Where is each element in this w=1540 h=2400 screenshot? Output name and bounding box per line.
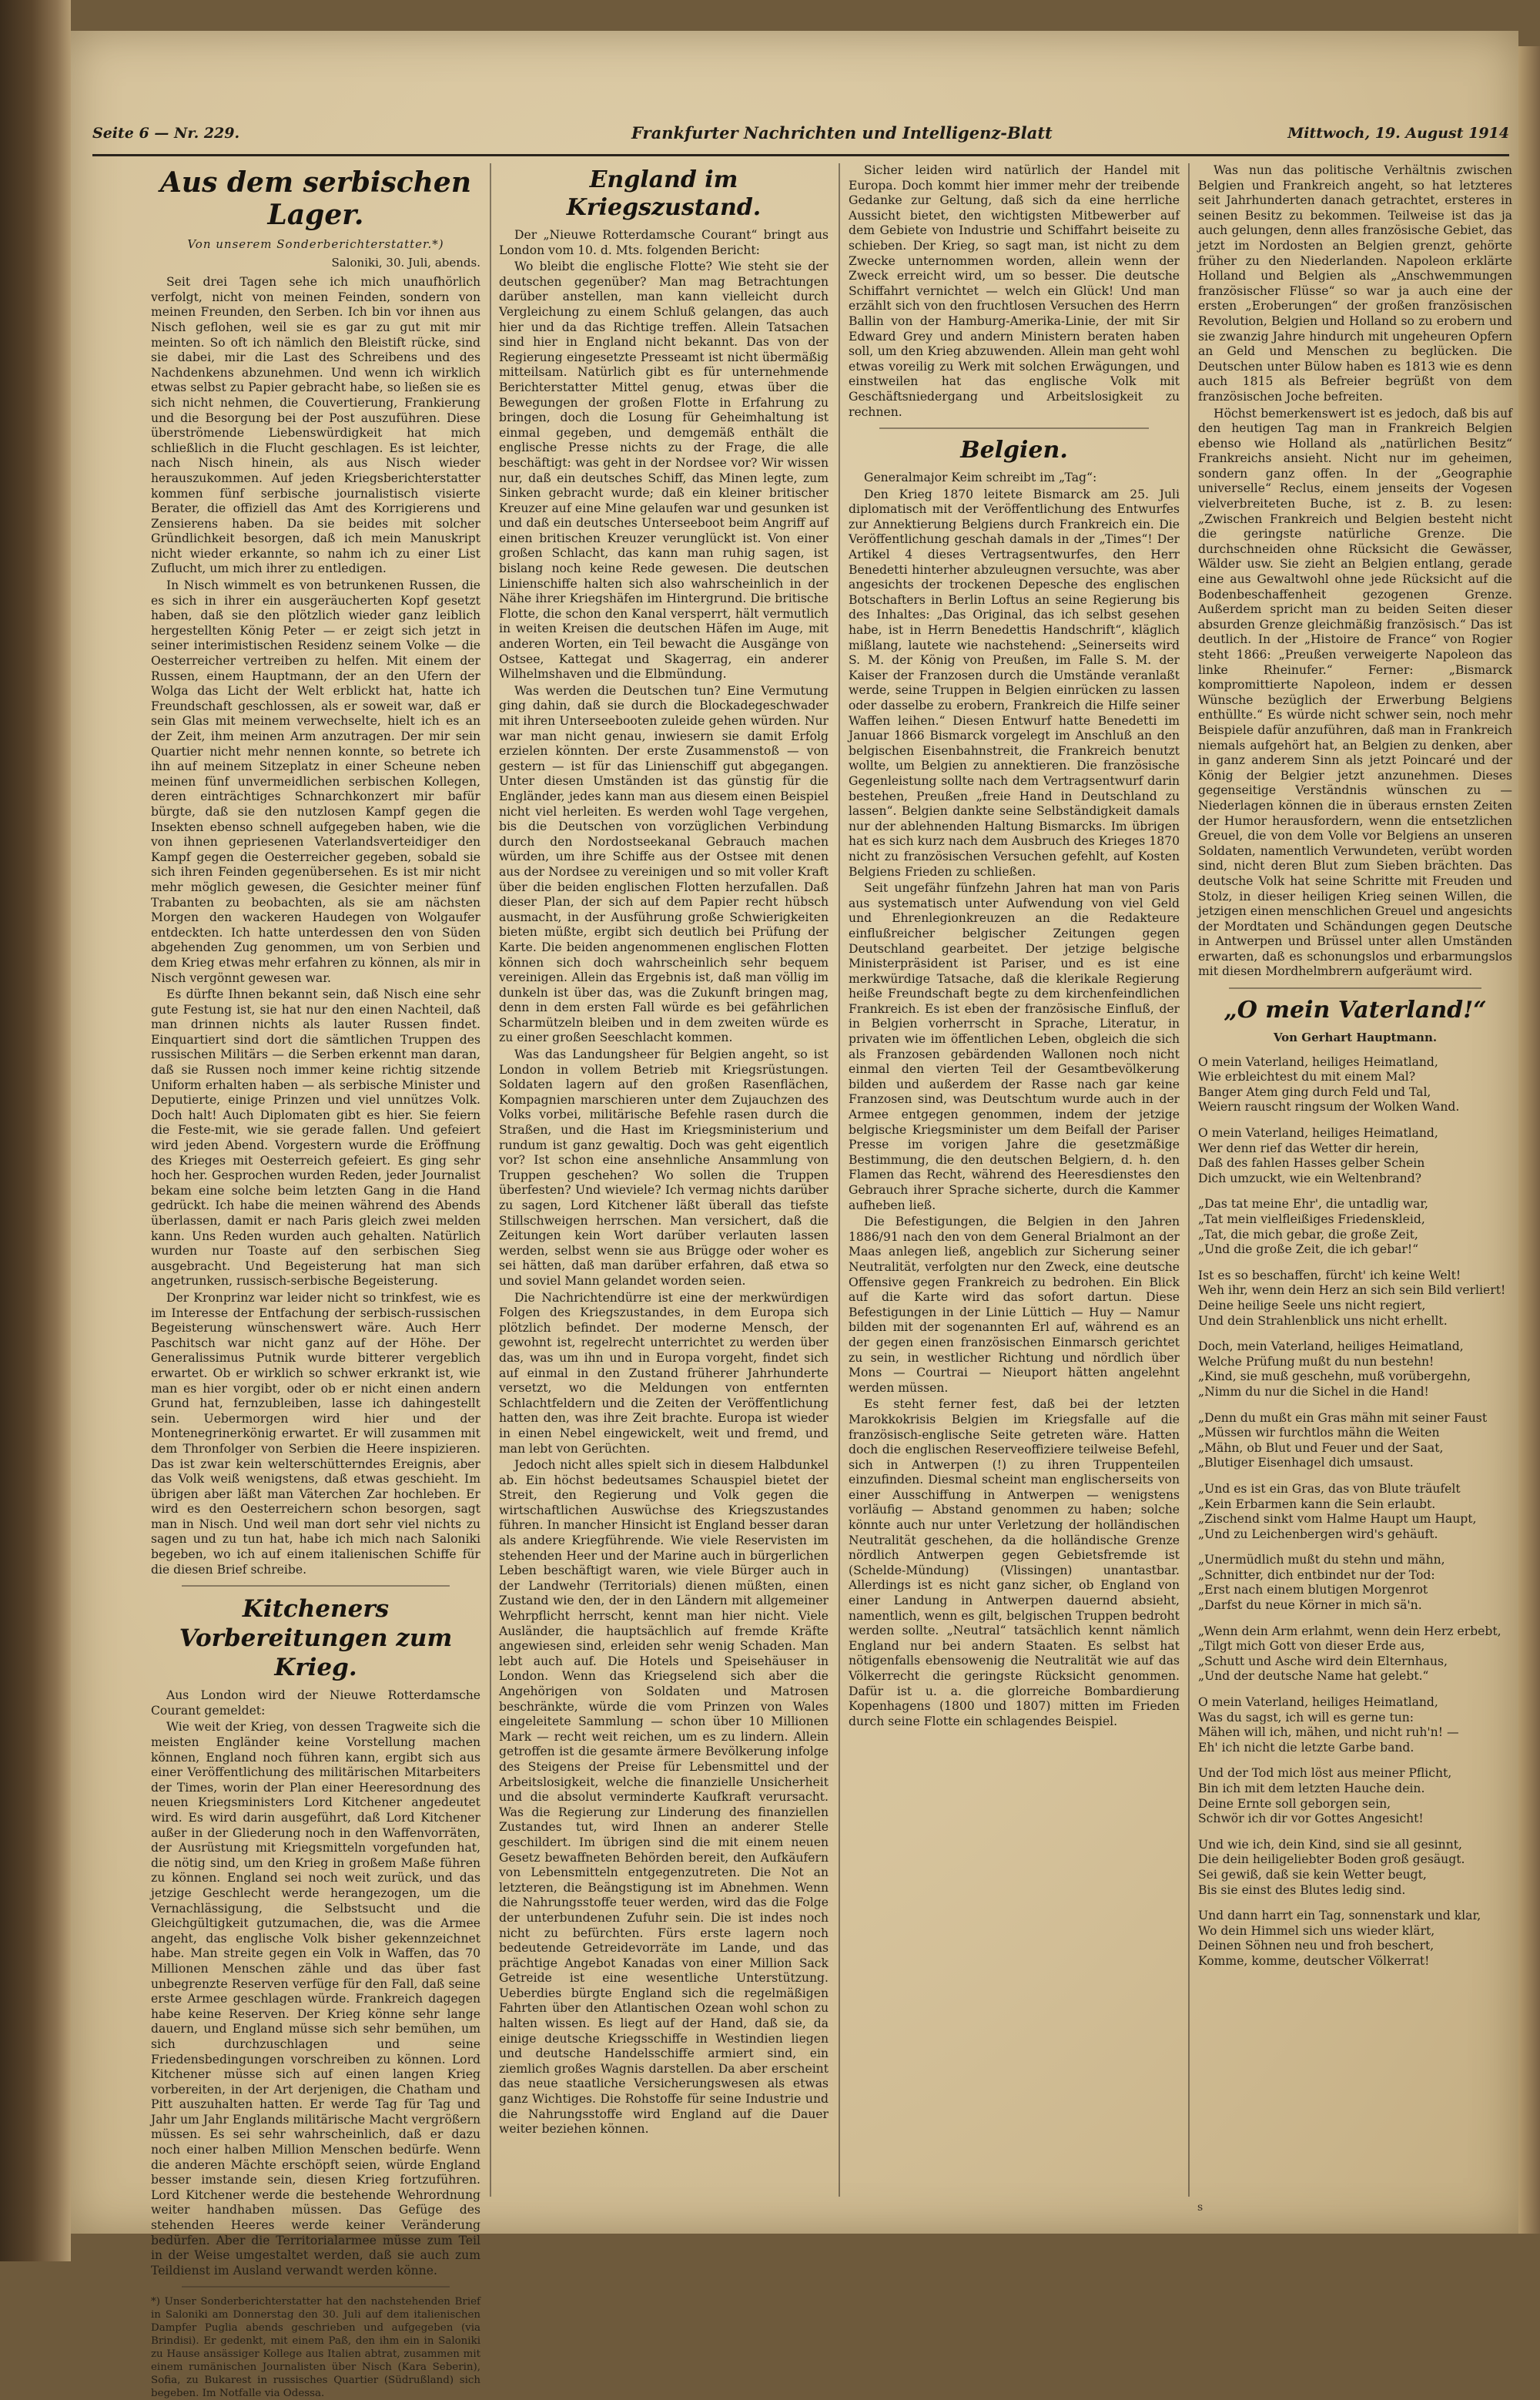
article-title-england: England im Kriegszustand. <box>566 166 762 221</box>
poem-line: „Tat mein vielfleißiges Friedenskleid, <box>1198 1212 1425 1226</box>
poem-line: Deinen Söhnen neu und froh beschert, <box>1198 1939 1435 1953</box>
paragraph: Der „Nieuwe Rotterdamsche Courant“ bringt aus London vom 10. d. Mts. folgenden Bericht: <box>499 228 829 257</box>
poem-line: Dich umzuckt, wie ein Weltenbrand? <box>1198 1171 1422 1185</box>
poem-line: Daß des fahlen Hasses gelber Schein <box>1198 1156 1425 1171</box>
poem-line: Deine heilige Seele uns nicht regiert, <box>1198 1298 1426 1312</box>
divider <box>879 427 1149 429</box>
paragraph: Jedoch nicht alles spielt sich in diesem Halbdunkel ab. Ein höchst bedeutsames Schauspiel bietet der Streit, den Regierung und Volk gegen die wirtschaftlichen Auswüchse des Kriegszustandes führen. In mancher Hinsicht ist England besser daran als andere Kriegführende. Wie viele Reservisten im stehenden Heer und der Marine auch in bürgerlichen Leben beschäftigt waren, wie viele Bürger auch in der Landwehr (Territorials) dienen müßten, einen Zustand wie den, der in den Ländern mit allgemeiner Wehrpflicht herrscht, kennt man hier nicht. Viele Ausländer, die hauptsächlich auf fremde Kräfte angewiesen sind, erleiden sehr wenig Schaden. Man lebt auch auf. Die Hotels und Speisehäuser in London. Wenn das Kriegselend sich aber die Angehörigen von Soldaten und Matrosen beschränkte, würde die vom Prinzen von Wales eingeleitete Sammlung — schon über 10 Millionen Mark — recht weit reichen, um es zu lindern. Allein getroffen ist die gesamte ärmere Bevölkerung infolge des Steigens der Preise für Lebensmittel und der Arbeitslosigkeit, welche die finanzielle Unsicherheit und die absolut verminderte Kaufkraft verursacht. Was die Regierung zur Linderung des finanziellen Zustandes tut, wird Ihnen an anderer Stelle geschildert. Im übrigen sind die mit einem neuen Gesetz bewaffneten Behörden bereit, den Aufkäufern von Lebensmitteln entgegenzutreten. Die Not an letzteren, die Beängstigung ist im Abnehmen. Wenn die Nahrungsstoffe teuer werden, wird das die Folge der unterbundenen Zufuhr sein. Die ist indes noch nicht zu befürchten. Fürs erste lagern noch bedeutende Getreidevorräte im Lande, und das prächtige Angebot Kanadas von einer Million Sack Getreide ist eine wesentliche Unterstützung. Ueberdies bürgte England sich die regelmäßigen Fahrten über den Atlantischen Ozean wohl schon zu halten wissen. Es liegt auf der Hand, daß sie, da einige deutsche Kriegsschiffe in Westindien liegen und deutsche Handelsschiffe armiert sind, ein ziemlich großes Wagnis darstellen. Da aber erscheint das neue staatliche Versicherungswesen als etwas ganz Wichtiges. Die Rohstoffe für seine Industrie und die Nahrungsstoffe wird England auf die Dauer weiter beziehen können. <box>499 1458 829 2137</box>
page-header <box>92 122 1509 156</box>
byline: Von unserem Sonderberichterstatter.*) <box>187 237 444 251</box>
poem-stanza <box>1198 1482 1512 1542</box>
poem-line: „Zischend sinkt vom Halme Haupt um Haupt, <box>1198 1512 1477 1527</box>
poem-line: Welche Prüfung mußt du nun bestehn! <box>1198 1354 1435 1369</box>
poem-line: „Nimm du nur die Sichel in die Hand! <box>1198 1384 1429 1399</box>
poem-line: „Unermüdlich mußt du stehn und mähn, <box>1198 1553 1445 1567</box>
poem-line: Weiern rauscht ringsum der Wolken Wand. <box>1198 1100 1460 1115</box>
column-rule <box>839 163 840 2197</box>
paragraph: Der Kronprinz war leider nicht so trinkfest, wie es im Interesse der Entfachung der serbisch-russischen Begeisterung wünschenswert wäre. Auch Herr Paschitsch war nicht ganz auf der Höhe. Der Generalissimus Putnik wurde bitterer vergeblich erwartet. Ob er wirklich so schwer erkrankt ist, wie man es hier vorgibt, oder ob er nicht einen andern Grund hat, fernzubleiben, lasse ich dahingestellt sein. Uebermorgen wird hier und der Montenegrinerkönig erwartet. Er will zusammen mit dem Thronfolger von Serbien die Heere inspizieren. Das ist zwar kein welterschütterndes Ereignis, aber das Volk weiß wenigstens, daß etwas geschieht. Im übrigen aber läßt man Väterchen Zar hochleben. Er wird es den Oesterreichern schon besorgen, sagt man in Nisch. Und weil man dort sehr viel nichts zu sagen und zu tun hat, habe ich mich nach Saloniki begeben, wo ich auf einem italienischen Schiffe für die diesen Brief schreibe. <box>151 1290 480 1577</box>
poem-line: „Tilgt mich Gott von dieser Erde aus, <box>1198 1639 1425 1654</box>
article-title-serbien: Aus dem serbischen Lager. <box>159 166 472 231</box>
poem-author: Von Gerhart Hauptmann. <box>1273 1031 1438 1045</box>
poem-line: Weh ihr, wenn dein Herz an sich sein Bild verliert! <box>1198 1283 1506 1298</box>
poem-line: Wer denn rief das Wetter dir herein, <box>1198 1141 1419 1155</box>
column-3 <box>849 163 1180 2235</box>
poem-stanza <box>1198 1766 1512 1826</box>
paragraph: Seit drei Tagen sehe ich mich unaufhörlich verfolgt, nicht von meinen Feinden, sondern von meinen Freunden, den Serben. Ich bin vor ihnen aus Nisch geflohen, weil sie es gar zu gut mit mir meinten. So oft ich nämlich den Bleistift rücke, sind sie dabei, mir die Last des Schreibens und des Nachdenkens abzunehmen. Und wenn ich wirklich etwas selbst zu Papier gebracht habe, so ließen sie es sich nicht nehmen, die Couvertierung, Frankierung und die Besorgung bei der Post auszuführen. Diese überströmende Liebenswürdigkeit hat mich schließlich in die Flucht geschlagen. Es ist leichter, nach Nisch hinein, als aus Nisch wieder herauszukommen. Auf jeden Kriegsberichterstatter kommen fünf serbische journalistisch visierte Berater, die offiziell das Amt des Korrigierens und Zensierens haben. Da sie beides mit solcher Gründlichkeit besorgen, daß ich mein Manuskript nicht wieder erkannte, so nahm ich zu einer List Zuflucht, um mich ihrer zu entledigen. <box>151 275 480 576</box>
poem-line: „Das tat meine Ehr', die untadlig war, <box>1198 1197 1428 1212</box>
poem-stanza <box>1198 1553 1512 1613</box>
paragraph: Die Befestigungen, die Belgien in den Jahren 1886/91 nach den von dem General Brialmont an der Maas anlegen ließ, angeblich zur Sicherung seiner Neutralität, verfolgten nur den Zweck, eine deutsche Offensive gegen Frankreich zu bedrohen. Ein Blick auf die Karte wird das sofort dartun. Diese Befestigungen in der Linie Lüttich — Huy — Namur bilden mit der sogenannten Erl auf, während es an der gegen einen französischen Einmarsch gerichtet zu sein, in westlicher Richtung und nördlich über Mons — Courtrai — Nieuport hätten angelehnt werden müssen. <box>849 1215 1180 1395</box>
poem-stanza <box>1198 1838 1512 1898</box>
poem-line: Doch, mein Vaterland, heiliges Heimatland, <box>1198 1339 1464 1354</box>
poem-line: Komme, komme, deutscher Völkerrat! <box>1198 1953 1430 1968</box>
poem-line: Und der Tod mich löst aus meiner Pflicht, <box>1198 1766 1452 1781</box>
dateline: Saloniki, 30. Juli, abends. <box>331 255 480 270</box>
paragraph: Sicher leiden wird natürlich der Handel mit Europa. Doch kommt hier immer mehr der treibende Gedanke zur Geltung, daß sich da eine herrliche Aussicht bietet, den wichtigsten Mitbewerber auf dem Gebiete von Industrie und Schiffahrt beiseite zu schieben. Der Krieg, so sagt man, ist nicht zu dem Zwecke unternommen worden, allein wenn der Zweck erreicht wird, um so besser. Die deutsche Schiffahrt vernichtet — welch ein Glück! Und man erzählt sich von den fruchtlosen Versuchen des Herrn Ballin von der Hamburg-Amerika-Linie, der mit Sir Edward Grey und andern Ministern beraten haben soll, um den Krieg abzuwenden. Allein man geht wohl etwas voreilig zu Werk mit solchen Erwägungen, und einstweilen hat das englische Volk mit Geschäftsniedergang und Arbeitslosigkeit zu rechnen. <box>849 163 1180 419</box>
poem-body <box>1198 1055 1512 1969</box>
poem-line: „Blutiger Eisenhagel dich umsaust. <box>1198 1456 1414 1470</box>
poem-line: O mein Vaterland, heiliges Heimatland, <box>1198 1054 1438 1069</box>
page-mark: s <box>1197 2201 1204 2214</box>
poem-stanza <box>1198 1411 1512 1471</box>
poem-line: „Müssen wir furchtlos mähn die Weiten <box>1198 1426 1440 1440</box>
poem-line: Sei gewiß, daß sie kein Wetter beugt, <box>1198 1867 1427 1882</box>
poem-stanza <box>1198 1126 1512 1186</box>
poem-line: „Kein Erbarmen kann die Sein erlaubt. <box>1198 1497 1436 1511</box>
poem-line: Banger Atem ging durch Feld und Tal, <box>1198 1084 1431 1099</box>
book-spine <box>0 0 71 2261</box>
poem-stanza <box>1198 1055 1512 1115</box>
divider <box>182 2286 450 2288</box>
poem-line: „Und zu Leichenbergen wird's gehäuft. <box>1198 1527 1438 1541</box>
poem-line: Und dein Strahlenblick uns nicht erhellt. <box>1198 1313 1448 1328</box>
poem-line: Mähen will ich, mähen, und nicht ruh'n! — <box>1198 1725 1459 1740</box>
article-title-belgien: Belgien. <box>960 437 1068 464</box>
column-1 <box>151 163 480 2400</box>
poem-stanza <box>1198 1695 1512 1755</box>
poem-stanza <box>1198 1197 1512 1257</box>
paragraph: Wo bleibt die englische Flotte? Wie steht sie der deutschen gegenüber? Man mag Betrachtungen darüber anstellen, man kann vielleicht durch Vergleichung zu einem Schluß gelangen, das auch hier und da das Richtige treffen. Allein Tatsachen sind hier in England nicht bekannt. Das von der Regierung eingesetzte Presseamt ist nicht übermäßig mitteilsam. Natürlich gibt es für unternehmende Berichterstatter Mittel genug, etwas über die Bewegungen der großen Flotte in Erfahrung zu bringen, doch die Losung für Geheimhaltung ist einmal gegeben, und demgemäß enthält die englische Presse nichts zu der Frage, die alle beschäftigt: was geht in der Nordsee vor? Wir wissen nur, daß ein deutsches Schiff, das Minen legte, zum Sinken gebracht wurde; daß ein kleiner britischer Kreuzer auf eine Mine gelaufen war und gesunken ist und daß ein deutsches Unterseeboot beim Angriff auf einen britischen Kreuzer verunglückt ist. Von einer großen Schlacht, das kann man ruhig sagen, ist bislang noch keine Rede gewesen. Die deutschen Linienschiffe halten sich also wahrscheinlich in der Nähe ihrer Kriegshäfen im Hintergrund. Die britische Flotte, die schon den Kanal versperrt, hält vermutlich in weiten Kreisen die deutschen Häfen im Auge, mit anderen Worten, ein Teil bewacht die Ausgänge von Ostsee, Kattegat und Skagerrag, ein anderer Wilhelmshaven und die Elbmündung. <box>499 260 829 682</box>
poem-stanza <box>1198 1909 1512 1969</box>
poem-line: „Und die große Zeit, die ich gebar!“ <box>1198 1242 1419 1257</box>
poem-line: Bin ich mit dem letzten Hauche dein. <box>1198 1782 1425 1795</box>
paragraph: Es steht ferner fest, daß bei der letzten Marokkokrisis Belgien im Kriegsfalle auf die französisch-englische Seite getreten wäre. Hatten doch die englischen Reserveoffiziere teilweise Befehl, sich in Antwerpen (!) zu ihren Truppenteilen einzufinden. Diesmal scheint man englischerseits von einer Ausschiffung in Antwerpen — wenigstens vorläufig — Abstand genommen zu haben; solche könnte auch nur unter Verletzung der holländischen Neutralität geschehen, da die holländische Grenze nördlich Antwerpen gegen Gebietsfremde ist (Schelde-Mündung) (Vlissingen) unantastbar. Allerdings ist es nicht ganz sicher, ob England von einer Landung in Antwerpen dauernd absieht, namentlich, wenn es gilt, belgischen Truppen bedroht werden sollte. „Neutral“ tatsächlich kennt nämlich England nur bei andern Staaten. Es selbst hat nötigenfalls ebensowenig die Neutralität wie auf das Völkerrecht die geringste Rücksicht genommen. Dafür ist u. a. die glorreiche Bombardierung Kopenhagens (1800 und 1807) mitten im Frieden durch seine Flotte ein schlagendes Beispiel. <box>849 1397 1180 1728</box>
footnote: *) Unser Sonderberichterstatter hat den nachstehenden Brief in Saloniki am Donnerstag den 30. Juli auf dem italienischen Dampfer Puglia abends geschrieben und aufgegeben (via Brindisi). Er gedenkt, mit einem Paß, den ihm ein in Saloniki zu Hause ansässiger Kollege aus Italien abtrat, zusammen mit einem rumänischen Journalisten über Nisch (Kara Seberin), Sofia, zu Bukarest in russisches Quartier (Südrußland) sich begeben. Im Notfalle via Odessa. <box>151 2296 480 2400</box>
paragraph: Höchst bemerkenswert ist es jedoch, daß bis auf den heutigen Tag man in Frankreich Belgien ebenso wie Holland als „natürlichen Besitz“ Frankreichs ansieht. Nicht nur im geheimen, sondern ganz offen. In der „Geographie universelle“ Reclus, einem jenseits der Vogesen vielverbreiteten Buche, ist z. B. zu lesen: „Zwischen Frankreich und Belgien besteht nicht die geringste natürliche Grenze. Die durchschneiden ohne Rücksicht die Gewässer, Wälder usw. Sie zieht an Belgien entlang, gerade eine aus Gewaltwohl ohne jede Rücksicht auf die Bodenbeschaffenheit gezogenen Grenze. Außerdem spricht man zu beiden Seiten dieser absurden Grenze gleichmäßig französisch.“ Das ist deutlich. In der „Histoire de France“ von Rogier steht 1866: „Preußen verweigerte Napoleon das linke Rheinufer.“ Ferner: „Bismarck kompromittierte Napoleon, indem er dessen Wünsche bezüglich der Erwerbung Belgiens enthüllte.“ Es würde nicht schwer sein, noch mehr Beispiele dafür anzuführen, daß man in Frankreich niemals aufgehört hat, an Belgien zu denken, aber in ganz anderem Sinn als jetzt Poincaré und der König der Belgier jetzt anzunehmen. Dieses gegenseitige Verständnis wünschen zu — Niederlagen können die in überaus ernsten Zeiten der Humor herausfordern, wenn die entsetzlichen Greuel, die von dem Volle vor Belgiens an unseren Soldaten, namentlich Verwundeten, verübt worden sind, nicht deren Blut zum Sieben brächten. Das deutsche Volk hat seine Schritte mit Freuden und Stolz, in dieser heiligen Krieg seinen Willen, die jetzigen einen menschlichen Greuel und angesichts der Mordtaten und Schändungen gegen Deutsche in Antwerpen und Brüssel unter allen Umständen erwarten, daß es schonungslos und erbarmungslos mit diesen Mordhelmbrern aufgeräumt wird. <box>1198 406 1513 979</box>
poem-line: O mein Vaterland, heiliges Heimatland, <box>1198 1695 1438 1710</box>
paragraph: Generalmajor Keim schreibt im „Tag“: <box>864 471 1097 485</box>
newspaper-title: Frankfurter Nachrichten und Intelligenz-Blatt <box>631 123 1053 142</box>
paragraph: Was werden die Deutschen tun? Eine Vermutung ging dahin, daß sie durch die Blockadegeschwader mit ihren Unterseebooten zuleide gehen würden. Nur war man nicht genau, inwiesern sie damit Erfolg erzielen könnten. Der erste Zusammenstoß — von gestern — ist für das Linienschiff gut abgegangen. Unter diesen Umständen ist das günstig für die Engländer, jedes kann man aus diesem einen Beispiel nicht viel herleiten. Es werden wohl Tage vergehen, bis die Deutschen von vorzüglichen Verbindung durch den Nordostseekanal Gebrauch machen würden, um ihre Schiffe aus der Ostsee mit denen aus der Nordsee zu vereinigen und so mit voller Kraft über die beiden englischen Flotten herzufallen. Daß dieser Plan, der sich auf dem Papier recht hübsch ausmacht, in der Ausführung große Schwierigkeiten bieten müßte, ergibt sich deutlich bei Prüfung der Karte. Die beiden angenommenen englischen Flotten können sich doch wahrscheinlich sehr bequem vereinigen. Allein das Ergebnis ist, daß man völlig im dunkeln ist über das, was die Zukunft bringen mag, denn in dem ersten Fall würde es bei gefährlichen Scharmützeln bleiben und in dem zweiten würde es zu einer großen Seeschlacht kommen. <box>499 683 829 1045</box>
poem-line: „Mähn, ob Blut und Feuer und der Saat, <box>1198 1440 1444 1455</box>
poem-line: „Kind, sie muß geschehn, muß vorübergehn, <box>1198 1369 1471 1384</box>
poem-line: „Und es ist ein Gras, das von Blute träufelt <box>1198 1481 1461 1496</box>
article-title-kitchener: Kitcheners Vorbereitungen zum Krieg. <box>179 1595 453 1682</box>
poem-line: „Und der deutsche Name hat gelebt.“ <box>1198 1669 1429 1684</box>
poem-line: Eh' ich nicht die letzte Garbe band. <box>1198 1740 1414 1755</box>
paragraph: Es dürfte Ihnen bekannt sein, daß Nisch eine sehr gute Festung ist, sie hat nur den einen Nachteil, daß man drinnen nichts als lauter Russen findet. Einquartiert sind dort die sämtlichen Truppen des russischen Militärs — die Serben erkennt man daran, daß sie Russen noch immer keine richtig sitzende Uniform erhalten haben — als serbische Minister und Deputierte, einige Prinzen und viel unnützes Volk. Doch halt! Auch Diplomaten gibt es hier. Sie feiern die Feste-mit, wie sie gerade fallen. Und gefeiert wird jeden Abend. Vorgestern wurde die Eröffnung des Krieges mit Oesterreich gefeiert. Es ging sehr hoch her. Gesprochen wurden Reden, jeder Journalist bekam eine solche beim letzten Gang in die Hand gedrückt. Ich habe die meinen während des Abends überlassen, damit er nach Paris gleich zwei melden kann. Uns Reden wurden auch gehalten. Natürlich wurden nur Toaste auf den serbischen Sieg ausgebracht. Und Begeisterung hat man sich angetrunken, russisch-serbische Begeisterung. <box>151 987 480 1289</box>
poem-line: Wie erbleichtest du mit einem Mal? <box>1198 1070 1416 1084</box>
divider <box>182 1585 450 1587</box>
poem-line: Deine Ernte soll geborgen sein, <box>1198 1796 1391 1811</box>
paragraph: Was nun das politische Verhältnis zwischen Belgien und Frankreich angeht, so hat letzteres seit Jahrhunderten danach getrachtet, ersteres in seinen Besitz zu bekommen. Teilweise ist das ja auch gelungen, denn alles französische Gebiet, das jetzt im Nordosten an Belgien grenzt, gehörte früher zu den Niederlanden. Napoleon erklärte Holland und Belgien als „Anschwemmungen französischer Flüsse“ so war ja auch eine der ersten „Eroberungen“ der großen französischen Revolution, Belgien und Holland so zu erobern und sie zwanzig Jahre hindurch mit ungeheuren Opfern an Geld und Menschen zu beglücken. Die Deutschen unter Bülow haben es 1813 wie es denn auch 1815 als Befreier begrüßt von dem französischen Joche befreiten. <box>1198 163 1512 404</box>
poem-line: „Darfst du neue Körner in mich sä'n. <box>1198 1598 1422 1613</box>
poem-stanza <box>1198 1624 1512 1684</box>
poem-line: „Schnitter, dich entbindet nur der Tod: <box>1198 1567 1435 1582</box>
poem-line: „Wenn dein Arm erlahmt, wenn dein Herz erbebt, <box>1198 1624 1502 1638</box>
paragraph: Wie weit der Krieg, von dessen Tragweite sich die meisten Engländer keine Vorstellung machen können, England noch führen kann, ergibt sich aus einer Veröffentlichung des militärischen Mitarbeiters der Times, worin der Plan einer Heeresordnung des neuen Kriegsministers Lord Kitchener angedeutet wird. Es wird darin ausgeführt, daß Lord Kitchener außer in der Gliederung noch in den Waffenvorräten, der Ausrüstung mit Kriegsmitteln vorgefunden hat, die nötig sind, um den Krieg in großem Maße führen zu können. England sei noch weit zurück, und das jetzige Geschlecht werde herangezogen, um die Vernachlässigung, die Selbstsucht und die Gleichgültigkeit gutzumachen, die, was die Armee angeht, das englische Volk bisher gekennzeichnet habe. Man streite gegen ein Volk in Waffen, das 70 Millionen Menschen zähle und das über fast unbegrenzte Reserven verfüge für den Fall, daß seine erste Armee geschlagen würde. Frankreich dagegen habe keine Reserven. Der Krieg könne sehr lange dauern, und England müsse sich sehr bemühen, um sich durchzuschlagen und seine Friedensbedingungen vorschreiben zu können. Lord Kitchener müsse sich auf einen langen Krieg vorbereiten, in der Art derjenigen, die Chatham und Pitt auszuhalten hatten. Er werde Tag für Tag und Jahr um Jahr Englands militärische Macht vergrößern müssen. Es sei sehr wahrscheinlich, daß er dazu noch einer halben Million Menschen bedürfe. Wenn die anderen Mächte erschöpft seien, würde England besser imstande sein, diesen Krieg fortzuführen. Lord Kitchener werde die bestehende Wehrordnung weiter handhaben müssen. Das Gefüge des stehenden Heeres werde keiner Veränderung bedürfen. Aber die Territorialarmee müsse zum Teil in der Weise umgestaltet werden, daß sie auch zum Teildienst im Ausland verwandt werden könne. <box>151 1720 480 2278</box>
divider <box>1229 987 1481 989</box>
column-4 <box>1198 163 1512 2235</box>
poem-title: „O mein Vaterland!“ <box>1224 997 1487 1024</box>
poem-line: „Schutt und Asche wird dein Elternhaus, <box>1198 1654 1448 1668</box>
paragraph: Die Nachrichtendürre ist eine der merkwürdigen Folgen des Kriegszustandes, in dem Europa sich plötzlich befindet. Der moderne Mensch, der gewohnt ist, regelrecht unterrichtet zu werden über das, was um ihn und in Europa vorgeht, findet sich auf einmal in den Zustand früherer Jahrhunderte versetzt, wo die Meldungen von entfernten Schlachtfeldern und die Zeiten der Veröffentlichung hatten den, was ihre Zeit brachte. Europa ist wieder in einen Nebel eingewickelt, weit und fremd, und man lebt von Gerüchten. <box>499 1290 829 1456</box>
poem-line: „Denn du mußt ein Gras mähn mit seiner Faust <box>1198 1410 1488 1425</box>
poem-line: „Erst nach einem blutigen Morgenrot <box>1198 1583 1428 1597</box>
poem-line: Schwör ich dir vor Gottes Angesicht! <box>1198 1812 1424 1826</box>
page-edge <box>1518 46 1540 2234</box>
poem-line: Und dann harrt ein Tag, sonnenstark und klar, <box>1198 1909 1481 1923</box>
poem-line: Die dein heiligeliebter Boden groß gesäugt. <box>1198 1852 1465 1867</box>
page-number: Seite 6 — Nr. 229. <box>92 125 240 142</box>
column-rule <box>1188 163 1190 2197</box>
poem-stanza <box>1198 1339 1512 1399</box>
poem-line: Und wie ich, dein Kind, sind sie all gesinnt, <box>1198 1837 1462 1852</box>
poem-stanza <box>1198 1269 1512 1329</box>
paragraph: In Nisch wimmelt es von betrunkenen Russen, die es sich in ihrer ein ausgeräucherten Kopf gesetzt haben, daß sie den plötzlich wieder ganz leiblich hergestellten König Peter — er zeigt sich jetzt in seiner interimistischen Residenz seinem Volke — die Oesterreicher vertreiben zu helfen. Mit einem der Russen, einem Hauptmann, der an den Ufern der Wolga das Licht der Welt erblickt hat, hatte ich Freundschaft geschlossen, als er soweit war, daß er sein Glas mit meinem verwechselte, hielt ich es an der Zeit, ihm meinen Arm anzutragen. Der mir sein Quartier nicht mehr nennen konnte, so betrete ich ihn auf meinem Sitzeplatz in einer Scheune neben meinen fünf unvermeidlichen serbischen Kollegen, deren einträchtiges Schnarchkonzert mir bafür bürgte, daß sie den nutzlosen Kampf gegen die Insekten ebenso schnell aufgegeben haben, wie die von ihnen gepriesenen Vaterlandsverteidiger den Kampf gegen die Oesterreicher gegeben, sobald sie sich ihren Feinden gegenübersehen. Es ist mir nicht mehr möglich gewesen, die Gesichter meiner fünf Trabanten zu beobachten, als sie am nächsten Morgen den wackeren Haudegen von Wolgaufer entdeckten. Ich hatte unterdessen den von Süden abgehenden Zug genommen, um von Serbien und dem Krieg etwas mehr erfahren zu können, als mir in Nisch vergönnt gewesen war. <box>151 578 480 985</box>
column-2 <box>499 163 829 2235</box>
paragraph: Seit ungefähr fünfzehn Jahren hat man von Paris aus systematisch unter Aufwendung von viel Geld und Ehrenlegionkreuzen an die Redakteure einflußreicher belgischer Zeitungen gegen Deutschland gearbeitet. Der jetzige belgische Ministerpräsident ist Pariser, und es ist eine merkwürdige Tatsache, daß die klerikale Regierung heiße Freundschaft begte zu dem kirchenfeindlichen Frankreich. Es ist eben der französische Einfluß, der in Belgien vorherrscht in Sprache, Literatur, in privaten wie im öffentlichen Leben, obgleich die sich als Franzosen gebärdenden Wallonen noch nicht einmal den vierten Teil der Gesamtbevölkerung bilden und außerdem der Rasse nach gar keine Franzosen sind, was Deutschtum wurde auch in der Armee entgegen genommen, indem der jetzige belgische Kriegsminister um dem Beifall der Pariser Presse im vorigen Jahre die gesetzmäßige Bestimmung, die den deutschen Belgiern, d. h. den Flamen das Recht, während des Heeresdienstes den Gebrauch ihrer Sprache sicherte, durch die Kammer aufheben ließ. <box>849 881 1180 1212</box>
paragraph: Was das Landungsheer für Belgien angeht, so ist London in vollem Betrieb mit Kriegsrüstungen. Soldaten lagern auf den großen Rasenflächen, Kompagnien marschieren unter dem Zujauchzen des Volks vorbei, militärische Befehle rasen durch die Straßen, und die Hast im Kriegsministerium und rundum ist ganz gewaltig. Doch was geht eigentlich vor? Ist schon eine ansehnliche Ansammlung von Truppen geschehen? Wo sollen die Truppen überfesten? Und wieviele? Ich vermag nichts darüber zu sagen, Lord Kitchener läßt überall das tiefste Stillschweigen herrschen. Man versichert, daß die Zeitungen kein Wort darüber verlauten lassen werden, selbst wenn sie aus Brügge oder woher es sei hätten, daß man darüber erfahren, daß etwa so und soviel Mann gelandet worden seien. <box>499 1047 829 1288</box>
poem-line: Ist es so beschaffen, fürcht' ich keine Welt! <box>1198 1268 1461 1282</box>
poem-line: Wo dein Himmel sich uns wieder klärt, <box>1198 1923 1435 1938</box>
column-rule <box>490 163 491 2197</box>
issue-date: Mittwoch, 19. August 1914 <box>1287 125 1509 142</box>
poem-line: „Tat, die mich gebar, die große Zeit, <box>1198 1227 1418 1242</box>
poem-line: Bis sie einst des Blutes ledig sind. <box>1198 1882 1406 1897</box>
paragraph: Aus London wird der Nieuwe Rotterdamsche Courant gemeldet: <box>151 1688 480 1718</box>
poem-line: Was du sagst, ich will es gerne tun: <box>1198 1710 1414 1725</box>
paragraph: Den Krieg 1870 leitete Bismarck am 25. Juli diplomatisch mit der Veröffentlichung des Entwurfes zur Annektierung Belgiens durch Frankreich ein. Die Veröffentlichung geschah damals in der „Times“! Der Artikel 4 dieses Vertragsentwurfes, den Herr Benedetti hinterher abzuleugnen versuchte, was aber angesichts der trockenen Depesche des englischen Botschafters in Berlin Loftus an seine Regierung bis des Inhaltes: „Das Original, das ich selbst gesehen habe, ist in Herrn Benedettis Handschrift“, kläglich mißlang, lautete wie nachstehend: „Seinerseits wird S. M. der König von Preußen, im Falle S. M. der Kaiser der Franzosen durch die Umstände veranlaßt werde, seine Truppen in Belgien einrücken zu lassen oder dasselbe zu erobern, Frankreich die Hilfe seiner Waffen leihen.“ Diesen Entwurf hatte Benedetti im Januar 1866 Bismarck vorgelegt im Anschluß an den belgischen Eisenbahnstreit, die Frankreich benutzt wollte, um Belgien zu annektieren. Die französische Gegenleistung sollte nach dem Vertragsentwurf darin bestehen, Preußen „freie Hand in Deutschland zu lassen“. Belgien dankte seine Selbständigkeit damals nur der ablehnenden Haltung Bismarcks. Im übrigen hat es sich kurz nach dem Ausbruch des Krieges 1870 nicht zu französischen Versuchen gefehlt, auf Kosten Belgiens Frieden zu schließen. <box>849 487 1180 879</box>
poem-line: O mein Vaterland, heiliges Heimatland, <box>1198 1126 1438 1141</box>
